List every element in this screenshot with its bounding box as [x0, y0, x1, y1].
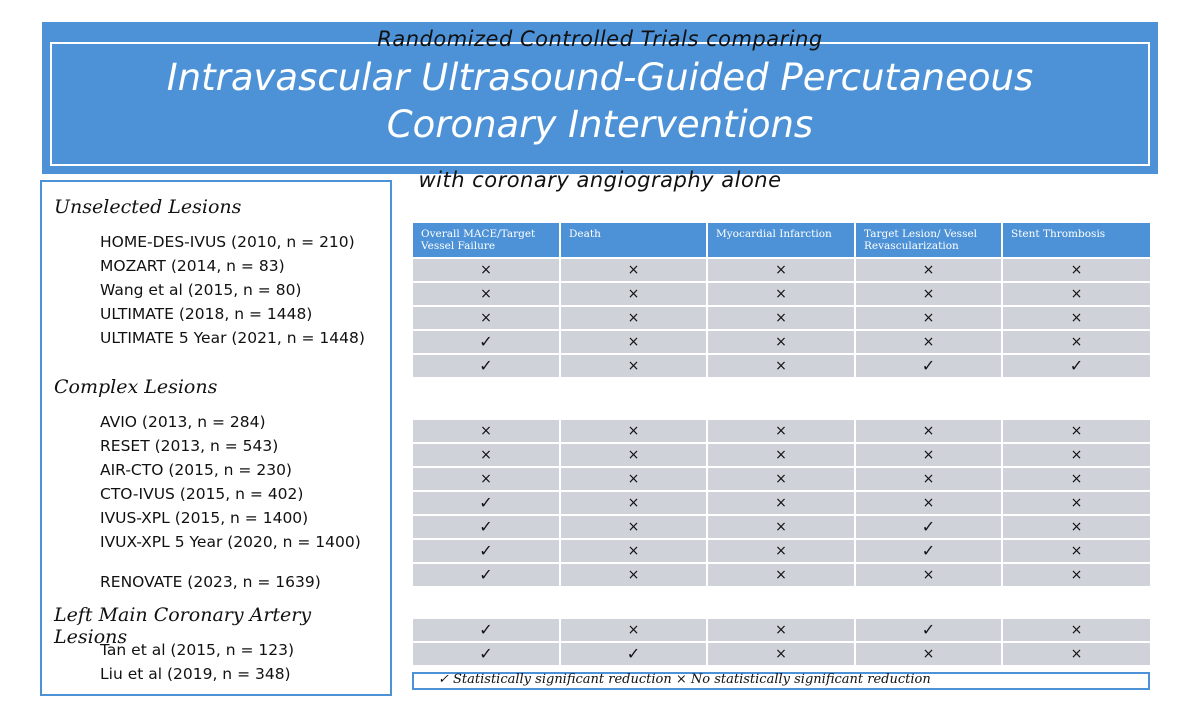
check-icon: ✓: [856, 516, 1001, 538]
x-icon: ×: [708, 420, 854, 442]
check-icon: ✓: [856, 619, 1001, 641]
x-icon: ×: [561, 283, 706, 305]
trial-name: ULTIMATE (2018, n = 1448): [100, 305, 313, 323]
x-icon: ×: [561, 540, 706, 562]
check-icon: ✓: [413, 355, 559, 377]
trial-name: RESET (2013, n = 543): [100, 437, 279, 455]
table-row: [413, 643, 1150, 665]
x-icon: ×: [708, 259, 854, 281]
x-icon: ×: [413, 259, 559, 281]
trial-name: ULTIMATE 5 Year (2021, n = 1448): [100, 329, 365, 347]
x-icon: ×: [708, 619, 854, 641]
table-row: [413, 355, 1150, 377]
x-icon: ×: [561, 564, 706, 586]
check-icon: ✓: [413, 564, 559, 586]
x-icon: ×: [708, 355, 854, 377]
x-icon: ×: [561, 331, 706, 353]
x-icon: ×: [561, 355, 706, 377]
x-icon: ×: [1003, 420, 1150, 442]
x-icon: ×: [1003, 283, 1150, 305]
x-icon: ×: [708, 444, 854, 466]
x-icon: ×: [561, 468, 706, 490]
x-icon: ×: [856, 307, 1001, 329]
x-icon: ×: [1003, 307, 1150, 329]
table-row: [413, 283, 1150, 305]
x-icon: ×: [708, 516, 854, 538]
x-icon: ×: [708, 564, 854, 586]
x-icon: ×: [1003, 468, 1150, 490]
x-icon: ×: [561, 307, 706, 329]
check-icon: ✓: [413, 492, 559, 514]
trial-name: AVIO (2013, n = 284): [100, 413, 266, 431]
trial-name: HOME-DES-IVUS (2010, n = 210): [100, 233, 355, 251]
x-icon: ×: [1003, 492, 1150, 514]
table-row: [413, 468, 1150, 490]
x-icon: ×: [561, 619, 706, 641]
trial-name: CTO-IVUS (2015, n = 402): [100, 485, 304, 503]
section-heading-left-main: Left Main Coronary Artery Lesions: [54, 604, 312, 648]
table-row: [413, 564, 1150, 586]
check-icon: ✓: [413, 619, 559, 641]
table-row: [413, 619, 1150, 641]
check-icon: ✓: [413, 643, 559, 665]
x-icon: ×: [561, 492, 706, 514]
column-header-death: Death: [561, 223, 706, 257]
trial-name: Tan et al (2015, n = 123): [100, 641, 295, 659]
x-icon: ×: [1003, 643, 1150, 665]
section-heading-complex: Complex Lesions: [54, 376, 218, 398]
x-icon: ×: [708, 492, 854, 514]
check-icon: ✓: [1003, 355, 1150, 377]
trial-name: RENOVATE (2023, n = 1639): [100, 573, 321, 591]
x-icon: ×: [1003, 619, 1150, 641]
check-icon: ✓: [413, 516, 559, 538]
table-row: [413, 331, 1150, 353]
table-row: [413, 516, 1150, 538]
x-icon: ×: [708, 283, 854, 305]
x-icon: ×: [856, 283, 1001, 305]
legend-box: [412, 672, 1150, 690]
title-top-line: Randomized Controlled Trials comparing: [377, 27, 823, 51]
table-row: [413, 307, 1150, 329]
x-icon: ×: [413, 307, 559, 329]
title-bottom-line: with coronary angiography alone: [418, 168, 782, 192]
x-icon: ×: [1003, 259, 1150, 281]
x-icon: ×: [708, 643, 854, 665]
check-icon: ✓: [413, 540, 559, 562]
section-heading-unselected: Unselected Lesions: [54, 196, 242, 218]
x-icon: ×: [856, 259, 1001, 281]
check-icon: ✓: [856, 540, 1001, 562]
title-main-line1: Intravascular Ultrasound-Guided Percutaneous: [166, 56, 1034, 99]
x-icon: ×: [1003, 564, 1150, 586]
x-icon: ×: [708, 468, 854, 490]
x-icon: ×: [561, 516, 706, 538]
x-icon: ×: [856, 444, 1001, 466]
check-icon: ✓: [856, 355, 1001, 377]
trial-name: IVUX-XPL 5 Year (2020, n = 1400): [100, 533, 361, 551]
x-icon: ×: [413, 283, 559, 305]
table-header-row: [413, 223, 1150, 257]
x-icon: ×: [413, 468, 559, 490]
x-icon: ×: [1003, 516, 1150, 538]
x-icon: ×: [1003, 331, 1150, 353]
x-icon: ×: [413, 444, 559, 466]
x-icon: ×: [1003, 540, 1150, 562]
trial-list-panel: [40, 180, 392, 696]
x-icon: ×: [561, 420, 706, 442]
table-row: [413, 492, 1150, 514]
trial-name: Liu et al (2019, n = 348): [100, 665, 291, 683]
trial-name: Wang et al (2015, n = 80): [100, 281, 302, 299]
title-main: [42, 54, 1158, 148]
x-icon: ×: [708, 331, 854, 353]
x-icon: ×: [708, 540, 854, 562]
check-icon: ✓: [413, 331, 559, 353]
trial-name: MOZART (2014, n = 83): [100, 257, 285, 275]
x-icon: ×: [856, 420, 1001, 442]
x-icon: ×: [856, 468, 1001, 490]
column-header-stent-thrombosis: Stent Thrombosis: [1003, 223, 1150, 257]
legend-text: ✓ Statistically significant reduction × No statistically significant reduction: [438, 672, 931, 687]
column-header-mi: Myocardial Infarction: [708, 223, 854, 257]
table-row: [413, 420, 1150, 442]
title-main-line2: Coronary Interventions: [386, 103, 814, 146]
x-icon: ×: [856, 331, 1001, 353]
trial-name: IVUS-XPL (2015, n = 1400): [100, 509, 309, 527]
column-header-mace: Overall MACE/Target Vessel Failure: [413, 223, 559, 257]
check-icon: ✓: [561, 643, 706, 665]
x-icon: ×: [856, 643, 1001, 665]
column-header-revascularization: Target Lesion/ Vessel Revascularization: [856, 223, 1001, 257]
x-icon: ×: [856, 564, 1001, 586]
x-icon: ×: [561, 259, 706, 281]
table-row: [413, 540, 1150, 562]
x-icon: ×: [561, 444, 706, 466]
x-icon: ×: [708, 307, 854, 329]
table-row: [413, 444, 1150, 466]
title-banner: [42, 22, 1158, 192]
x-icon: ×: [1003, 444, 1150, 466]
x-icon: ×: [413, 420, 559, 442]
trial-name: AIR-CTO (2015, n = 230): [100, 461, 292, 479]
x-icon: ×: [856, 492, 1001, 514]
table-row: [413, 259, 1150, 281]
